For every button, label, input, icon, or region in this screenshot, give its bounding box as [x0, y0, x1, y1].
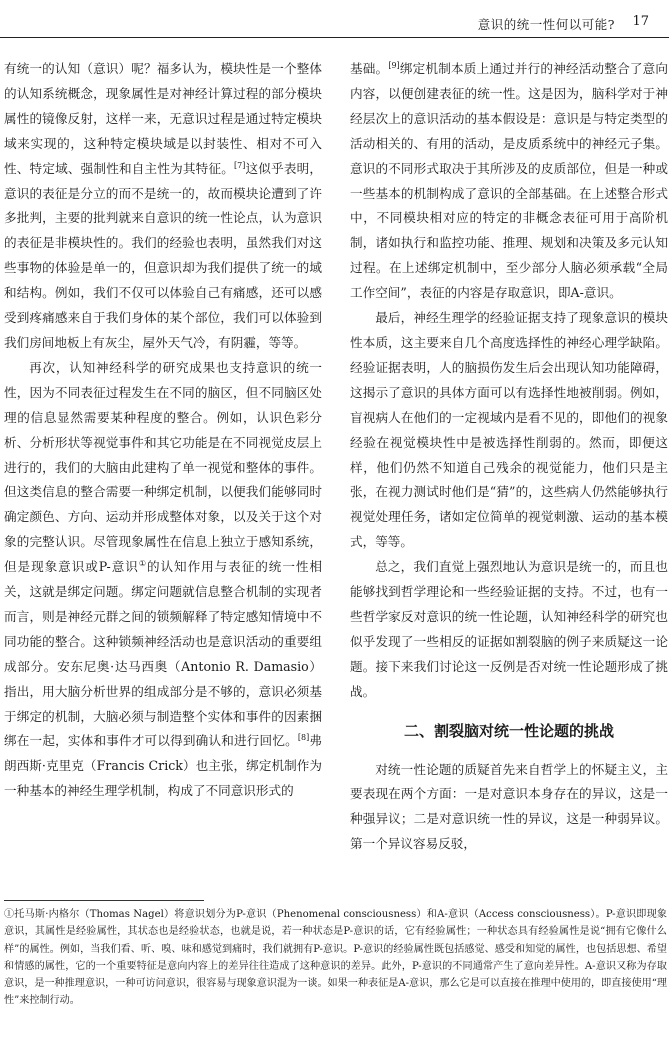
left-paragraph-1 [4, 57, 322, 356]
citation-7: [7] [234, 160, 246, 170]
citation-9: [9] [388, 61, 400, 70]
right-paragraph-1 [350, 57, 668, 306]
right-column [350, 57, 668, 857]
right-p1-rest: 绑定机制本质上通过并行的神经活动整合了意向内容，以便创建表征的统一性。这是因为，脑科学对于神经层次上的意识活动的基本假设是：意识是与特定类型的活动相关的、有用的活动，是皮质系统中的神经元子集。意识的不同形式取决于其所涉及的皮质部位，但是一种或一些基本的机制构成了意识的全部基础。在上述整合形式中，不同模块相对应的特定的非概念表征可用于高阶机制，诸如执行和监控功能、推理、规划和决策及多元认知过程。在上述绑定机制中，至少部分人脑必须承载“全局工作空间”，表征的内容是存取意识，即A-意识。 [350, 61, 669, 301]
footnote-mark-1: ① [138, 559, 147, 569]
left-column [4, 57, 322, 804]
running-header [0, 0, 669, 38]
right-p1-start: 基础。 [350, 61, 389, 76]
left-p2-text: 再次，认知神经科学的研究成果也支持意识的统一性，因为不同表征过程发生在不同的脑区，但不同脑区处理的信息显然需要某种程度的整合。例如，认识色彩分析、分析形状等视觉事件和其它功能是在不同视觉皮层上进行的，我们的大脑由此建构了单一视觉和整体的事件。但这类信息的整合需要一种绑定机制，以便我们能够同时确定颜色、方向、运动并形成整体对象，以及关于这个对象的完整认识。尽管现象属性在信息上独立于感知系统，但是现象意识或P-意识 [4, 359, 322, 575]
left-p1-text: 有统一的认知（意识）呢？福多认为，模块性是一个整体的认知系统概念，现象属性是对神经计算过程的部分模块属性的镜像反射，这样一来，无意识过程是通过特定模块域来实现的，这种特定模块域是以封装性、相对不可入性、特定域、强制性和自主性为其特征。 [4, 61, 322, 176]
left-p2-text-after: 的认知作用与表征的统一性相关，这就是绑定问题。绑定问题就信息整合机制的实现者而言，则是神经元群之间的锁频解释了特定感知情境中不同功能的整合。这种锁频神经活动也是意识活动的重要组成部分。安东尼奥·达马西奥（Antonio R. Damasio）指出，用大脑分析世界的组成部分是不够的，意识必须基于绑定的机制，大脑必须与制造整个实体和事件的因素捆绑在一起，实体和事件才可以得到确认和进行回忆。 [4, 559, 323, 749]
left-p1-text-after: 这似乎表明，意识的表征是分立的而不是统一的，故而模块论遭到了许多批判，主要的批判就来自意识的统一性论点，认为意识的表征是非模块性的。我们的经验也表明，虽然我们对这些事物的体验是单一的，但意识却为我们提供了统一的域和结构。例如，我们不仅可以体验自己有痛感，还可以感受到疼痛感来自于我们身体的某个部位，我们可以体验到我们房间地板上有灰尘，屋外天气冷，有阴霾，等等。 [4, 160, 323, 350]
page-number: 17 [632, 14, 649, 29]
citation-8: [8] [297, 733, 310, 743]
footnote: ①托马斯·内格尔（Thomas Nagel）将意识划分为P-意识（Phenomenal consciousness）和A-意识（Access consciousness）。P-意识即现象意识，其属性是经验属性，其状态也是经验状态，也就是说，若一种状态是P-意识的话，它有经验属性；一种状态具有经验属性是说“拥有它像什么样”的属性。例如，当我们看、听、嗅、味和感觉到痛时，我们就拥有P-意识。P-意识的经验属性既包括感觉、感受和知觉的属性，也包括思想、希望和情感的属性，它的一个重要特征是意向内容上的差异往往造成了这种意识的差异。此外，P-意识的不同通常产生了意向差异性。A-意识又称为存取意识，是一种推理意识，一种可访问意识，很容易与现象意识混为一谈。如果一种表征是A-意识，那么它是可以直接在推理中使用的，即直接使用“理性”来控制行动。 [4, 909, 667, 1007]
running-title: 意识的统一性何以可能? [477, 17, 615, 32]
right-paragraph-4: 对统一性论题的质疑首先来自哲学上的怀疑主义，主要表现在两个方面：一是对意识本身存在的异议，这是一种强异议；二是对意识统一性的异议，这是一种弱异议。第一个异议容易反驳， [350, 761, 668, 852]
left-p2-text-tail: 弗朗西斯·克里克（Francis Crick）也主张，绑定机制作为一种基本的神经生理学机制，构成了不同意识形式的 [4, 733, 323, 799]
section-heading: 二、割裂脑对统一性论题的挑战 [403, 721, 614, 740]
left-paragraph-2 [4, 356, 322, 804]
right-paragraph-3: 总之，我们直觉上强烈地认为意识是统一的，而且也能够找到哲学理论和一些经验证据的支持。不过，也有一些哲学家反对意识的统一性论题，认知神经科学的研究也似乎发现了一些相反的证据如割裂脑的例子来质疑这一论题。接下来我们讨论这一反例是否对统一性论题形成了挑战。 [350, 559, 668, 699]
right-paragraph-2: 最后，神经生理学的经验证据支持了现象意识的模块性本质，这主要来自几个高度选择性的神经心理学缺陷。经验证据表明，人的脑损伤发生后会出现认知功能障碍，这揭示了意识的具体方面可以有选择性地被削弱。例如，盲视病人在他们的一定视域内是看不见的，即他们的视象经验在视觉模块性中是被选择性削弱的。然而，即便这样，他们仍然不知道自己残余的视觉能力，他们只是主张，在视力测试时他们是“猜”的，这些病人仍然能够执行视觉处理任务，诸如定位简单的视觉刺激、运动的基本模式，等等。 [350, 310, 668, 550]
footnote-divider [4, 900, 204, 901]
